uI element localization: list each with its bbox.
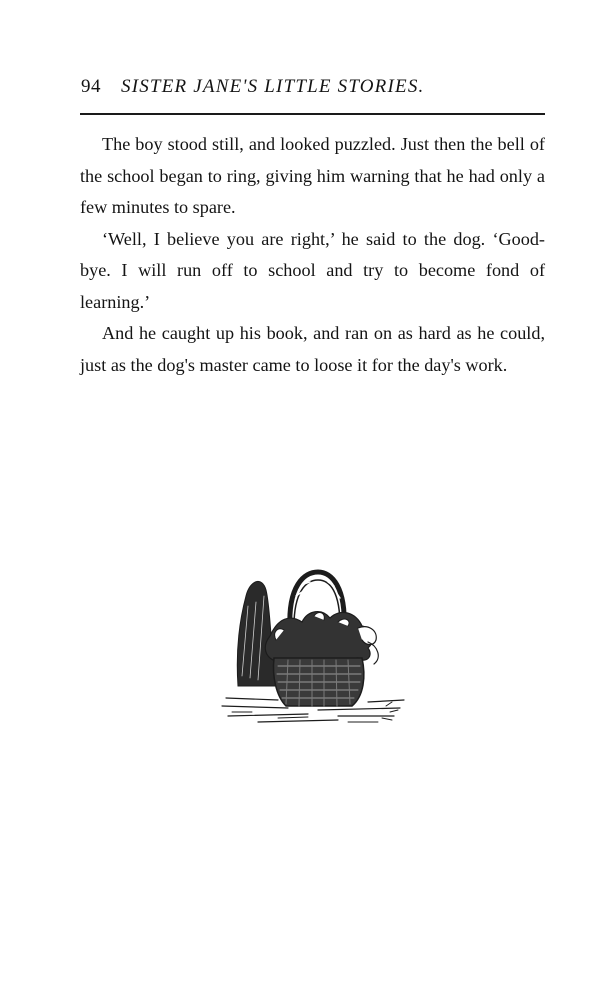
story-text xyxy=(80,129,545,381)
basket-engraving-icon xyxy=(218,566,408,728)
header-rule xyxy=(80,113,545,115)
basket-illustration xyxy=(218,566,408,728)
running-head xyxy=(81,76,544,104)
page-number: 94 xyxy=(81,76,101,97)
paragraph-2: ‘Well, I believe you are right,’ he said to the dog. ‘Good-bye. I will run off to school and try to become fond of learning.’ xyxy=(80,228,545,312)
paragraph-3: And he caught up his book, and ran on as hard as he could, just as the dog's master came to loose it for the day's work. xyxy=(80,323,545,375)
running-title: SISTER JANE'S LITTLE STORIES. xyxy=(121,76,425,97)
paragraph-1: The boy stood still, and looked puzzled. Just then the bell of the school began to ring, giving him warning that he had only a few minutes to spare. xyxy=(80,134,545,217)
